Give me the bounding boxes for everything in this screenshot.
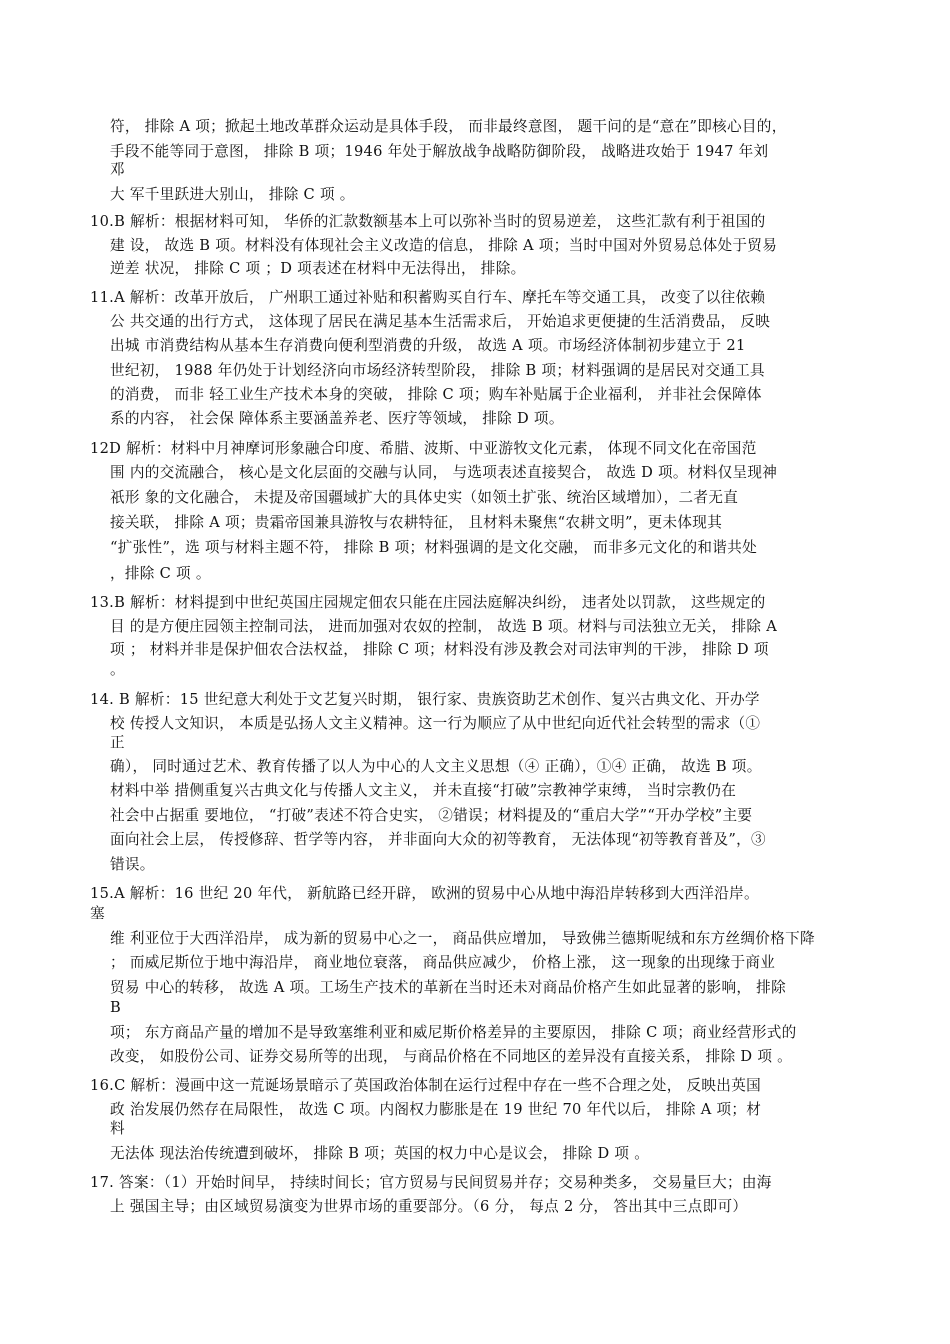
text-line: 12D 解析：材料中月神摩诃形象融合印度、希腊、波斯、中亚游牧文化元素， 体现不同文化在帝国范 [90, 440, 757, 457]
text-line: B [110, 999, 122, 1016]
text-line: 接关联， 排除 A 项；贵霜帝国兼具游牧与农耕特征， 且材料未聚焦“农耕文明”，更未体现其 [110, 514, 723, 531]
text-line: 料 [110, 1120, 125, 1137]
text-line: 的消费， 而非 轻工业生产技术本身的突破， 排除 C 项；购车补贴属于企业福利， 并非社会保障体 [110, 386, 762, 403]
text-line: 项 ； 材料并非是保护佃农合法权益， 排除 C 项；材料没有涉及教会对司法审判的干涉， 排除 D 项 [110, 641, 769, 658]
text-line: 14. B 解析：15 世纪意大利处于文艺复兴时期， 银行家、贵族资助艺术创作、复兴古典文化、开办学 [90, 691, 760, 708]
text-line: 。 [110, 661, 125, 678]
text-line: 系的内容， 社会保 障体系主要涵盖养老、医疗等领域， 排除 D 项。 [110, 410, 564, 427]
text-line: 围 内的交流融合， 核心是文化层面的交融与认同， 与选项表述直接契合， 故选 D 项。材料仅呈现神 [110, 464, 778, 481]
text-line: 11.A 解析：改革开放后， 广州职工通过补贴和积蓄购买自行车、摩托车等交通工具， 改变了以往依赖 [90, 289, 766, 306]
text-line: 上 强国主导；由区域贸易演变为世界市场的重要部分。（6 分， 每点 2 分， 答出其中三点即可） [110, 1198, 748, 1215]
text-line: 邓 [110, 161, 125, 178]
text-line: 目 的是方便庄园领主控制司法， 进而加强对农奴的控制， 故选 B 项。材料与司法独立无关， 排除 A [110, 618, 778, 635]
text-line: 确）， 同时通过艺术、教育传播了以人为中心的人文主义思想（④ 正确），①④ 正确， 故选 B 项。 [110, 758, 762, 775]
text-line: 错误。 [110, 856, 155, 873]
text-line: 贸易 中心的转移， 故选 A 项。工场生产技术的革新在当时还未对商品价格产生如此显著的影响， 排除 [110, 979, 786, 996]
text-line: 社会中占据重 要地位， “打破”表述不符合史实， ②错误；材料提及的“重启大学”“开办学校”主要 [110, 807, 753, 824]
text-line: 正 [110, 734, 125, 751]
text-line: 改变， 如股份公司、证券交易所等的出现， 与商品价格在不同地区的差异没有直接关系， 排除 D 项 。 [110, 1048, 793, 1065]
text-line: 项； 东方商品产量的增加不是导致塞维利亚和威尼斯价格差异的主要原因， 排除 C 项；商业经营形式的 [110, 1024, 797, 1041]
text-line: 手段不能等同于意图， 排除 B 项；1946 年处于解放战争战略防御阶段， 战略进攻始于 1947 年刘 [110, 143, 769, 160]
text-line: 维 利亚位于大西洋沿岸， 成为新的贸易中心之一， 商品供应增加， 导致佛兰德斯呢绒和东方丝绸价格下降 [110, 930, 815, 947]
text-line: 13.B 解析：材料提到中世纪英国庄园规定佃农只能在庄园法庭解决纠纷， 违者处以罚款， 这些规定的 [90, 594, 766, 611]
text-line: 公 共交通的出行方式， 这体现了居民在满足基本生活需求后， 开始追求更便捷的生活消费品， 反映 [110, 313, 771, 330]
text-line: 无法体 现法治传统遭到破坏， 排除 B 项；英国的权力中心是议会， 排除 D 项 。 [110, 1145, 650, 1162]
text-line: ，排除 C 项 。 [110, 565, 211, 582]
text-line: 材料中举 措侧重复兴古典文化与传播人文主义， 并未直接“打破”宗教神学束缚， 当时宗教仍在 [110, 782, 737, 799]
text-line: “扩张性”，选 项与材料主题不符， 排除 B 项；材料强调的是文化交融， 而非多元文化的和谐共处 [110, 539, 757, 556]
text-line: 祇形 象的文化融合， 未提及帝国疆域扩大的具体史实（如领土扩张、统治区域增加），二者无直 [110, 489, 739, 506]
text-line: 建 设， 故选 B 项。材料没有体现社会主义改造的信息， 排除 A 项；当时中国对外贸易总体处于贸易 [110, 237, 778, 254]
text-line: 大 军千里跃进大别山， 排除 C 项 。 [110, 186, 355, 203]
text-line: 17. 答案：（1）开始时间早， 持续时间长；官方贸易与民间贸易并存；交易种类多， 交易量巨大；由海 [90, 1174, 772, 1191]
text-line: 10.B 解析：根据材料可知， 华侨的汇款数额基本上可以弥补当时的贸易逆差， 这些汇款有利于祖国的 [90, 213, 766, 230]
text-line: 校 传授人文知识， 本质是弘扬人文主义精神。这一行为顺应了从中世纪向近代社会转型的需求（① [110, 715, 761, 732]
text-line: 面向社会上层， 传授修辞、哲学等内容， 并非面向大众的初等教育， 无法体现“初等教育普及”，③ [110, 831, 766, 848]
text-line: 塞 [90, 905, 105, 922]
text-line: 符， 排除 A 项；掀起土地改革群众运动是具体手段， 而非最终意图， 题干问的是“意在”即核心目的， [110, 118, 787, 135]
text-line: 逆差 状况， 排除 C 项 ；D 项表述在材料中无法得出， 排除。 [110, 260, 526, 277]
text-line: 出城 市消费结构从基本生存消费向便利型消费的升级， 故选 A 项。市场经济体制初步建立于 21 [110, 337, 746, 354]
text-line: 政 治发展仍然存在局限性， 故选 C 项。内阁权力膨胀是在 19 世纪 70 年代以后， 排除 A 项；材 [110, 1101, 762, 1118]
text-line: ； 而威尼斯位于地中海沿岸， 商业地位衰落， 商品供应减少， 价格上涨， 这一现象的出现缘于商业 [110, 954, 776, 971]
text-line: 15.A 解析：16 世纪 20 年代， 新航路已经开辟， 欧洲的贸易中心从地中海沿岸转移到大西洋沿岸。 [90, 885, 759, 902]
text-line: 世纪初， 1988 年仍处于计划经济向市场经济转型阶段， 排除 B 项；材料强调的是居民对交通工具 [110, 362, 765, 379]
text-line: 16.C 解析：漫画中这一荒诞场景暗示了英国政治体制在运行过程中存在一些不合理之处， 反映出英国 [90, 1077, 761, 1094]
